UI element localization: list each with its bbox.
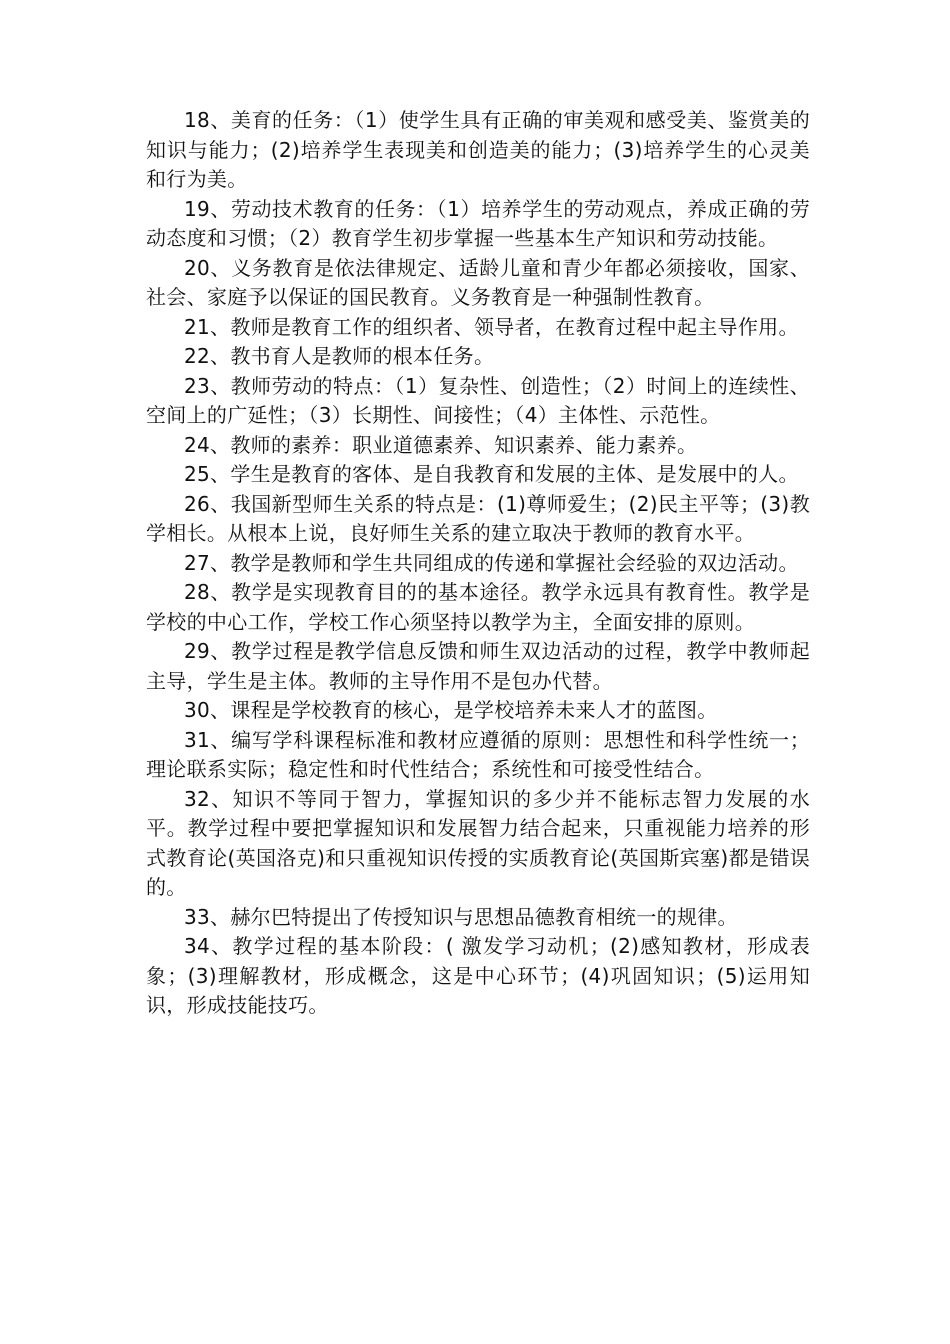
paragraph-31: 31、编写学科课程标准和教材应遵循的原则：思想性和科学性统一；理论联系实际；稳定性和时代性结合；系统性和可接受性结合。 (146, 727, 810, 781)
paragraph-30: 30、课程是学校教育的核心，是学校培养未来人才的蓝图。 (184, 698, 718, 722)
paragraph-22: 22、教书育人是教师的根本任务。 (184, 344, 495, 368)
paragraph-20: 20、义务教育是依法律规定、适龄儿童和青少年都必须接收，国家、社会、家庭予以保证的国民教育。义务教育是一种强制性教育。 (146, 255, 810, 309)
paragraph-18: 18、美育的任务：（1）使学生具有正确的审美观和感受美、鉴赏美的知识与能力；(2)培养学生表现美和创造美的能力；(3)培养学生的心灵美和行为美。 (146, 108, 810, 191)
document-body (146, 106, 810, 1021)
paragraph-34: 34、教学过程的基本阶段：( 激发学习动机；(2)感知教材，形成表象；(3)理解教材，形成概念，这是中心环节；(4)巩固知识；(5)运用知识，形成技能技巧。 (146, 934, 810, 1017)
paragraph-25: 25、学生是教育的客体、是自我教育和发展的主体、是发展中的人。 (184, 462, 799, 486)
paragraph-29: 29、教学过程是教学信息反馈和师生双边活动的过程，教学中教师起主导，学生是主体。教师的主导作用不是包办代替。 (146, 639, 810, 693)
paragraph-23: 23、教师劳动的特点：（1）复杂性、创造性；（2）时间上的连续性、空间上的广延性；（3）长期性、间接性；（4）主体性、示范性。 (146, 373, 810, 427)
paragraph-32: 32、知识不等同于智力，掌握知识的多少并不能标志智力发展的水平。教学过程中要把掌握知识和发展智力结合起来，只重视能力培养的形式教育论(英国洛克)和只重视知识传授的实质教育论(英国斯宾塞)都是错误的。 (146, 786, 810, 899)
paragraph-26: 26、我国新型师生关系的特点是：(1)尊师爱生；(2)民主平等；(3)教学相长。从根本上说，良好师生关系的建立取决于教师的教育水平。 (146, 491, 810, 545)
paragraph-33: 33、赫尔巴特提出了传授知识与思想品德教育相统一的规律。 (184, 904, 738, 929)
paragraph-27: 27、教学是教师和学生共同组成的传递和掌握社会经验的双边活动。 (184, 550, 799, 575)
paragraph-21: 21、教师是教育工作的组织者、领导者，在教育过程中起主导作用。 (184, 314, 799, 339)
paragraph-28: 28、教学是实现教育目的的基本途径。教学永远具有教育性。教学是学校的中心工作，学校工作心须坚持以教学为主，全面安排的原则。 (146, 580, 810, 634)
paragraph-19: 19、劳动技术教育的任务：（1）培养学生的劳动观点，养成正确的劳动态度和习惯；（2）教育学生初步掌握一些基本生产知识和劳动技能。 (146, 196, 810, 250)
paragraph-24: 24、教师的素养：职业道德素养、知识素养、能力素养。 (184, 432, 698, 457)
